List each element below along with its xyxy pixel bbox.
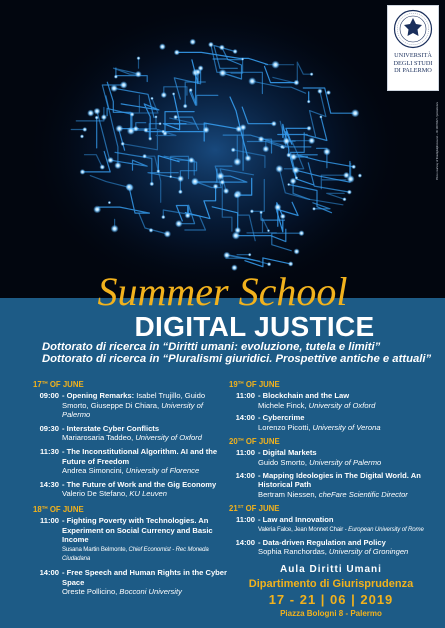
session-affiliation: European University of Rome [346,525,424,533]
circuit-node [108,201,111,204]
session-item [33,391,229,420]
session-item [229,448,439,467]
university-seal-icon [393,9,433,49]
circuit-node [306,126,311,131]
circuit-node [189,88,193,92]
circuit-node [107,157,114,164]
session-title: - Opening Remarks: [62,391,135,400]
circuit-node [161,130,165,134]
circuit-node [248,253,252,257]
session-title: - Interstate Cyber Conflicts [62,423,160,433]
session-speaker: Mariarosaria Taddeo, [62,433,134,443]
circuit-node [323,148,331,156]
session-affiliation: University of Verona [310,422,381,432]
circuit-node [216,172,224,180]
circuit-node [290,153,298,161]
circuit-node [101,114,107,120]
circuit-node [283,137,291,145]
circuit-node [219,45,225,51]
circuit-node [271,121,277,127]
subtitle-phd-2: Dottorato di ricerca in “Pluralismi giuridici. Prospettive antiche e attuali” [42,353,432,365]
circuit-node [164,230,171,237]
session-affiliation: University of Palermo [306,457,382,467]
circuit-node [127,127,135,135]
session-speaker: Sophia Ranchordas, [258,547,327,557]
circuit-node [94,108,101,115]
circuit-node [358,173,362,177]
session-affiliation: cheFare Scientific Director [316,489,408,499]
circuit-node [100,164,106,170]
brain-circuit-image [0,0,445,298]
circuit-node [267,229,270,232]
session-time: 11:00 [235,515,255,525]
circuit-node [342,197,346,201]
circuit-node [240,124,247,131]
circuit-node [172,92,175,95]
circuit-node [120,81,128,89]
session-item [229,471,439,500]
circuit-node [203,126,210,133]
session-time: 14:00 [235,537,255,547]
circuit-node [159,43,166,50]
circuit-node [223,252,230,259]
circuit-node [189,39,196,46]
circuit-node [223,188,229,194]
session-affiliation: University of Oxford [306,400,376,410]
session-time: 11:00 [235,391,255,400]
circuit-node [250,209,254,213]
circuit-node [183,104,188,109]
circuit-node [198,65,204,71]
venue-department: Dipartimento di Giurisprudenza [248,578,414,590]
circuit-node [135,71,142,78]
session-speaker: Bertram Niessen, [258,489,317,499]
session-title: - The Inconstitutional Algorithm. AI and the Future of Freedom [62,446,218,466]
image-credit: Photo courtesy of freedigitalphotos.net – ID 10076427 / jscreationzs [436,102,439,180]
circuit-node [271,60,279,68]
schedule-left-column [33,376,229,601]
circuit-node [275,165,283,173]
circuit-node [288,261,293,266]
circuit-node [317,88,323,94]
session-time: 14:30 [39,479,59,489]
schedule-right-column [229,376,439,560]
circuit-node [274,204,281,211]
session-title: - Free Speech and Human Rights in the Cyber Space [62,567,227,587]
day-heading: 20TH OF JUNE [229,437,280,447]
session-title: - Mapping Ideologies in The Digital World. An Historical Path [258,470,421,490]
session-title: - Cybercrime [258,413,305,423]
title-summer-school: Summer School [97,269,348,314]
university-name-line3: DI PALERMO [394,67,432,74]
circuit-node [93,205,101,213]
circuit-node [258,136,265,143]
circuit-node [307,100,311,104]
circuit-node [233,158,241,166]
session-time: 14:00 [235,470,255,480]
circuit-node [148,137,152,141]
venue-address: Piazza Bologni 8 - Palermo [280,609,382,618]
session-affiliation: Chief Economist - Rec Moneda Ciudadana [62,545,209,563]
circuit-node [262,146,269,153]
circuit-node [110,85,118,93]
session-time: 09:00 [39,391,59,400]
circuit-node [174,49,180,55]
circuit-node [150,97,153,100]
circuit-node [208,42,214,48]
session-speaker: Lorenzo Picotti, [258,422,311,432]
session-title: - Law and Innovation [258,515,334,525]
circuit-node [287,183,290,186]
circuit-node [245,155,252,162]
circuit-node [233,192,240,199]
session-speaker: Guido Smorto, [258,457,307,467]
session-item [33,424,229,443]
session-speaker: Susana Martin Belmonte, [62,545,127,553]
circuit-node [294,248,300,254]
circuit-node [95,116,99,120]
circuit-node [175,220,183,228]
session-speaker: Valerio De Stefano, [62,489,128,499]
session-item [229,538,439,557]
session-speaker: Isabel Trujillo, Guido Smorto, Giuseppe Di Chiara, [62,391,206,410]
circuit-node [115,125,123,133]
circuit-node [310,72,314,76]
circuit-node [343,172,350,179]
session-time: 11:00 [39,515,59,525]
day-heading: 21ST OF JUNE [229,504,280,514]
session-time: 14:00 [235,413,255,423]
circuit-node [312,207,316,211]
circuit-node [248,77,256,85]
circuit-node [87,110,94,117]
session-title: - Blockchain and the Law [258,391,350,400]
circuit-node [154,115,157,118]
circuit-node [188,157,194,163]
title-digital-justice: DIGITAL JUSTICE [134,311,375,342]
session-item [229,515,439,534]
circuit-node [125,183,132,190]
session-affiliation: University of Palermo [62,400,203,420]
circuit-node [232,232,240,240]
session-item [229,391,439,410]
circuit-node [231,147,236,152]
university-name-line2: DEGLI STUDI [393,59,433,67]
session-item [33,568,229,597]
session-affiliation: University of Groningen [326,547,409,557]
session-affiliation: KU Leuven [127,489,167,499]
circuit-node [156,169,160,173]
circuit-node [293,80,299,86]
circuit-node [114,162,121,169]
circuit-node [80,169,86,175]
session-item [33,480,229,499]
circuit-node [326,90,331,95]
session-speaker: Andrea Simoncini, [62,466,124,476]
circuit-node [191,178,199,186]
event-dates: 17 - 21 | 06 | 2019 [268,592,394,607]
circuit-node [149,228,154,233]
circuit-node [213,184,219,190]
day-heading: 18TH OF JUNE [33,504,84,514]
circuit-node [169,175,172,178]
session-affiliation: Bocconi University [117,587,182,597]
circuit-node [161,92,167,98]
session-title: - The Future of Work and the Gig Economy [62,479,217,489]
brain-circuit-graphic [0,0,445,298]
circuit-node [280,213,286,219]
session-speaker: Michele Finck, [258,400,307,410]
circuit-node [241,58,244,61]
circuit-node [299,230,305,236]
circuit-node [161,215,165,219]
circuit-node [177,175,184,182]
circuit-node [111,225,119,233]
circuit-node [137,56,141,60]
circuit-node [319,115,322,118]
session-time: 11:00 [235,448,255,458]
session-item [229,413,439,432]
session-affiliation: University of Florence [123,466,200,476]
university-name [388,52,438,75]
university-name-line1: UNIVERSITÀ [394,52,432,59]
session-time: 14:00 [39,567,59,577]
circuit-node [130,112,135,117]
circuit-node [267,262,271,266]
circuit-node [114,75,118,79]
circuit-node [233,49,238,54]
circuit-node [142,154,147,159]
circuit-node [149,182,154,187]
circuit-node [173,115,178,120]
circuit-node [351,164,356,169]
circuit-node [280,145,284,149]
circuit-node [308,137,315,144]
circuit-node [143,127,148,132]
circuit-node [121,142,125,146]
session-speaker: Valeria Falce, Jean Monnet Chair - [258,525,347,533]
circuit-node [178,189,183,194]
session-title: - Data-driven Regulation and Policy [258,537,386,547]
session-title: - Fighting Poverty with Technologies. An Experiment on Social Currency and Basic Income [62,515,213,545]
session-speaker: Oreste Pollicino, [62,587,118,597]
venue-room: Aula Diritti Umani [280,564,382,575]
university-logo [387,5,439,91]
circuit-node [259,211,263,215]
circuit-node [185,212,191,218]
session-affiliation: University of Oxford [133,433,202,443]
subtitle-phd-1: Dottorato di ricerca in “Diritti umani: evoluzione, tutela e limiti” [42,341,381,353]
circuit-node [351,109,359,117]
circuit-node [158,122,161,125]
circuit-node [292,166,300,174]
circuit-node [82,127,87,132]
circuit-node [80,134,84,138]
session-item [33,447,229,476]
circuit-node [220,179,226,185]
session-time: 11:30 [39,446,59,456]
circuit-node [347,190,352,195]
session-item [33,516,229,564]
day-heading: 17TH OF JUNE [33,380,84,389]
day-heading: 19TH OF JUNE [229,380,280,389]
session-time: 09:30 [39,423,59,433]
session-title: - Digital Markets [258,448,317,458]
circuit-node [219,69,227,77]
circuit-node [295,176,299,180]
